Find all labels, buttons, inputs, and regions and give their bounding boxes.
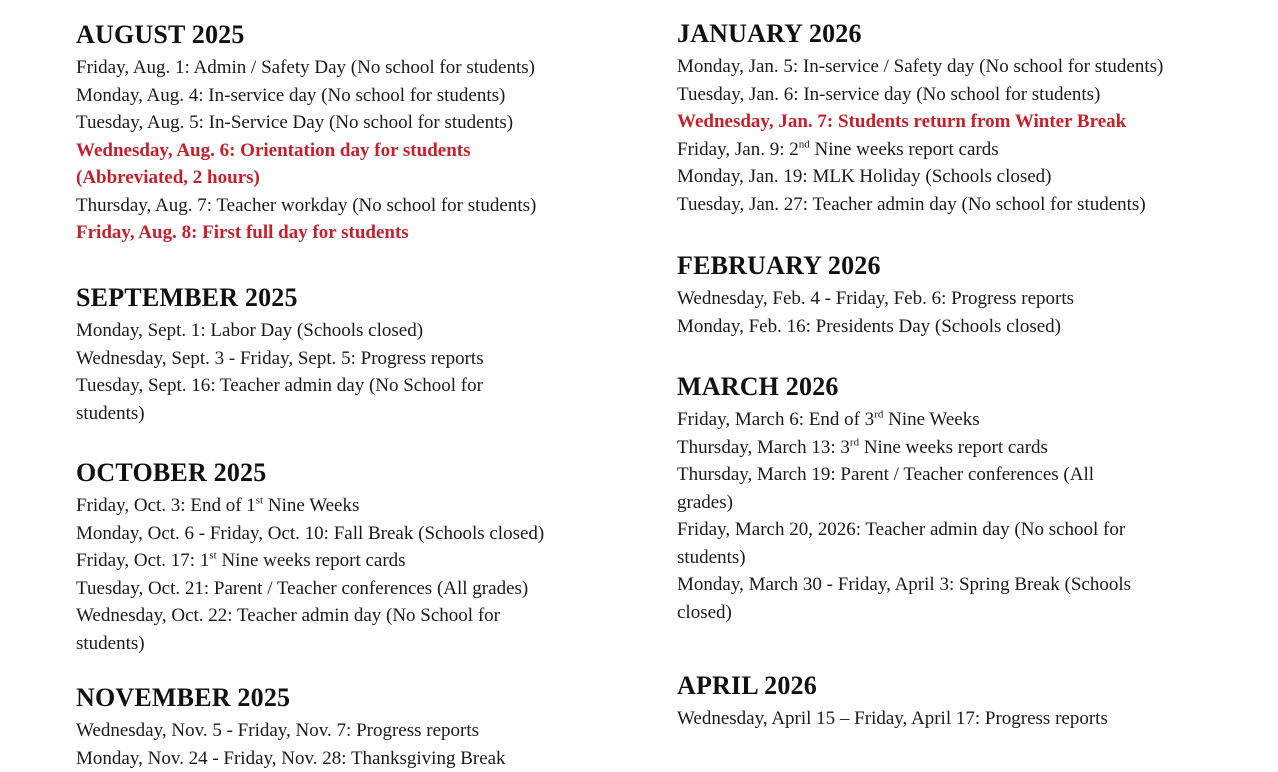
calendar-event <box>677 53 1237 81</box>
calendar-event <box>677 406 1237 434</box>
event-text-line: Monday, Sept. 1: Labor Day (Schools closed) <box>76 317 636 345</box>
month-section-august-2025 <box>76 20 636 247</box>
event-text-line: (Abbreviated, 2 hours) <box>76 164 636 192</box>
month-heading: JANUARY 2026 <box>677 19 1237 49</box>
event-list <box>76 317 636 427</box>
month-heading: OCTOBER 2025 <box>76 458 636 488</box>
month-heading: NOVEMBER 2025 <box>76 683 636 713</box>
month-section-march-2026 <box>677 372 1237 626</box>
month-section-november-2025 <box>76 683 636 772</box>
event-text-line: Wednesday, Sept. 3 - Friday, Sept. 5: Progress reports <box>76 345 636 373</box>
event-text-line: Friday, Oct. 3: End of 1st Nine Weeks <box>76 492 636 520</box>
highlighted-calendar-event <box>76 219 636 247</box>
calendar-event <box>677 313 1237 341</box>
event-text-line: Wednesday, Feb. 4 - Friday, Feb. 6: Progress reports <box>677 285 1237 313</box>
event-text-line: Wednesday, Aug. 6: Orientation day for students <box>76 137 636 165</box>
calendar-event <box>76 492 636 520</box>
calendar-event <box>76 345 636 373</box>
calendar-event <box>677 434 1237 462</box>
month-section-september-2025 <box>76 283 636 427</box>
event-text-line: Wednesday, April 15 – Friday, April 17: Progress reports <box>677 705 1237 733</box>
event-text-line: Thursday, March 13: 3rd Nine weeks report cards <box>677 434 1237 462</box>
calendar-event <box>677 516 1237 571</box>
event-text-line: Monday, Aug. 4: In-service day (No school for students) <box>76 82 636 110</box>
event-text-line: students) <box>76 400 636 428</box>
calendar-event <box>76 372 636 427</box>
event-text-line: Friday, Aug. 8: First full day for students <box>76 219 636 247</box>
event-text-line: Tuesday, Aug. 5: In-Service Day (No school for students) <box>76 109 636 137</box>
month-heading: APRIL 2026 <box>677 671 1237 701</box>
month-heading: SEPTEMBER 2025 <box>76 283 636 313</box>
calendar-event <box>677 571 1237 626</box>
event-text-line: Friday, March 20, 2026: Teacher admin day (No school for <box>677 516 1237 544</box>
event-text-line: students) <box>76 630 636 658</box>
calendar-event <box>76 745 636 772</box>
calendar-event <box>76 602 636 657</box>
event-list <box>677 705 1237 733</box>
calendar-event <box>76 82 636 110</box>
event-text-line: Monday, Feb. 16: Presidents Day (Schools closed) <box>677 313 1237 341</box>
event-text-line: grades) <box>677 489 1237 517</box>
calendar-event <box>76 54 636 82</box>
calendar-event <box>677 81 1237 109</box>
event-text-line: Wednesday, Nov. 5 - Friday, Nov. 7: Progress reports <box>76 717 636 745</box>
calendar-event <box>76 520 636 548</box>
event-text-line: closed) <box>677 599 1237 627</box>
event-list <box>76 54 636 247</box>
month-section-april-2026 <box>677 671 1237 733</box>
event-list <box>677 53 1237 218</box>
event-text-line: Tuesday, Jan. 27: Teacher admin day (No school for students) <box>677 191 1237 219</box>
event-text-line: Tuesday, Oct. 21: Parent / Teacher conferences (All grades) <box>76 575 636 603</box>
event-text-line: Monday, Jan. 19: MLK Holiday (Schools closed) <box>677 163 1237 191</box>
calendar-event <box>76 575 636 603</box>
event-text-line: Monday, Oct. 6 - Friday, Oct. 10: Fall Break (Schools closed) <box>76 520 636 548</box>
event-text-line: Friday, Aug. 1: Admin / Safety Day (No school for students) <box>76 54 636 82</box>
calendar-event <box>76 717 636 745</box>
event-text-line: students) <box>677 544 1237 572</box>
calendar-event <box>76 317 636 345</box>
calendar-event <box>76 109 636 137</box>
month-section-january-2026 <box>677 19 1237 218</box>
month-heading: MARCH 2026 <box>677 372 1237 402</box>
event-text-line: Monday, Jan. 5: In-service / Safety day (No school for students) <box>677 53 1237 81</box>
event-text-line: Friday, Oct. 17: 1st Nine weeks report cards <box>76 547 636 575</box>
event-list <box>677 406 1237 626</box>
highlighted-calendar-event <box>76 137 636 192</box>
event-text-line: Monday, March 30 - Friday, April 3: Spring Break (Schools <box>677 571 1237 599</box>
event-text-line: Tuesday, Sept. 16: Teacher admin day (No School for <box>76 372 636 400</box>
event-text-line: Monday, Nov. 24 - Friday, Nov. 28: Thanksgiving Break <box>76 745 636 772</box>
event-text-line: Wednesday, Oct. 22: Teacher admin day (No School for <box>76 602 636 630</box>
event-text-line: Wednesday, Jan. 7: Students return from Winter Break <box>677 108 1237 136</box>
event-list <box>76 492 636 657</box>
event-text-line: Thursday, March 19: Parent / Teacher conferences (All <box>677 461 1237 489</box>
highlighted-calendar-event <box>677 108 1237 136</box>
calendar-event <box>677 705 1237 733</box>
event-text-line: Thursday, Aug. 7: Teacher workday (No school for students) <box>76 192 636 220</box>
month-heading: AUGUST 2025 <box>76 20 636 50</box>
calendar-event <box>677 136 1237 164</box>
month-heading: FEBRUARY 2026 <box>677 251 1237 281</box>
calendar-event <box>677 163 1237 191</box>
calendar-event <box>677 191 1237 219</box>
event-list <box>677 285 1237 340</box>
month-section-october-2025 <box>76 458 636 657</box>
calendar-event <box>76 192 636 220</box>
calendar-event <box>76 547 636 575</box>
calendar-event <box>677 461 1237 516</box>
event-text-line: Tuesday, Jan. 6: In-service day (No school for students) <box>677 81 1237 109</box>
month-section-february-2026 <box>677 251 1237 340</box>
event-text-line: Friday, Jan. 9: 2nd Nine weeks report cards <box>677 136 1237 164</box>
calendar-event <box>677 285 1237 313</box>
event-list <box>76 717 636 772</box>
event-text-line: Friday, March 6: End of 3rd Nine Weeks <box>677 406 1237 434</box>
